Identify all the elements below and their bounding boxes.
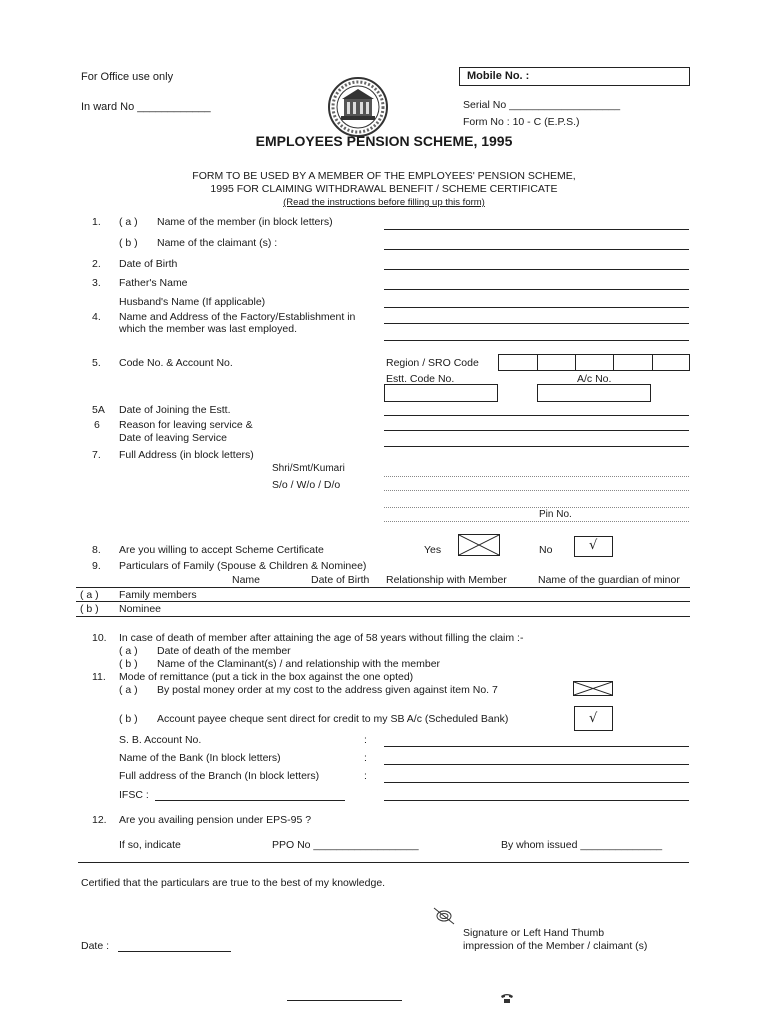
subtitle-line-1: FORM TO BE USED BY A MEMBER OF THE EMPLOYEES' PENSION SCHEME, — [192, 170, 576, 182]
family-members-row[interactable] — [76, 601, 690, 602]
family-table-top-rule — [76, 587, 690, 588]
family-a-label: ( a ) — [80, 589, 99, 601]
claimant-name-label: Name of the claimant (s) : — [157, 237, 278, 249]
signature-label-1: Signature or Left Hand Thumb — [463, 927, 605, 939]
epfo-logo — [323, 76, 393, 138]
bank-name-label: Name of the Bank (In block letters) — [119, 752, 281, 764]
form-title: EMPLOYEES PENSION SCHEME, 1995 — [255, 133, 513, 149]
nominee-label: Nominee — [119, 603, 162, 615]
region-code-boxes[interactable] — [498, 354, 690, 371]
no-label: No — [539, 544, 553, 556]
if-so-label: If so, indicate — [119, 839, 181, 851]
family-members-label: Family members — [119, 589, 197, 601]
shri-smt-label: Shri/Smt/Kumari — [272, 463, 345, 474]
ifsc-label: IFSC : — [119, 789, 149, 801]
address-line-4[interactable] — [384, 521, 689, 522]
ifsc-field[interactable] — [155, 800, 345, 801]
husband-name-field[interactable] — [384, 307, 689, 308]
address-line-1[interactable] — [384, 476, 689, 477]
thumb-impression-icon — [432, 905, 456, 927]
mobile-no-box[interactable] — [459, 67, 690, 86]
col-dob: Date of Birth — [311, 574, 370, 586]
postal-order-crossed-box[interactable] — [573, 681, 613, 696]
cross-mark-icon — [459, 535, 499, 555]
pin-no-label: Pin No. — [539, 509, 572, 520]
item-1-number: 1. — [92, 216, 101, 228]
instructions-note: (Read the instructions before filling up this form) — [283, 197, 485, 208]
tick-mark-icon: √ — [589, 538, 598, 553]
item-12-number: 12. — [92, 814, 107, 826]
leaving-date-field[interactable] — [384, 446, 689, 447]
family-b-label: ( b ) — [80, 603, 99, 615]
cheque-ticked-box[interactable] — [574, 706, 613, 731]
tick-mark-icon: √ — [589, 711, 598, 726]
member-name-label: Name of the member (in block letters) — [157, 216, 333, 228]
subtitle-line-2: 1995 FOR CLAIMING WITHDRAWAL BENEFIT / SCHEME CERTIFICATE — [210, 183, 558, 195]
nominee-row[interactable] — [76, 616, 690, 617]
form-no: Form No : 10 - C (E.P.S.) — [463, 116, 580, 128]
item-8-number: 8. — [92, 544, 101, 556]
joining-date-label: Date of Joining the Estt. — [119, 404, 231, 416]
item-7-number: 7. — [92, 449, 101, 461]
relation-label: S/o / W/o / D/o — [272, 479, 341, 491]
item-2-number: 2. — [92, 258, 101, 270]
leaving-reason-label-1: Reason for leaving service & — [119, 419, 253, 431]
signature-label-2: impression of the Member / claimant (s) — [463, 940, 648, 952]
cheque-label: Account payee cheque sent direct for credit to my SB A/c (Scheduled Bank) — [157, 713, 509, 725]
scheme-certificate-label: Are you willing to accept Scheme Certificate — [119, 544, 324, 556]
ppo-no-field[interactable]: PPO No __________________ — [272, 839, 419, 851]
ac-no-label: A/c No. — [577, 373, 612, 385]
claimant-relationship-label: Name of the Claminant(s) / and relationship with the member — [157, 658, 441, 670]
item-11b-label: ( b ) — [119, 713, 138, 725]
bottom-signature-line — [287, 1000, 402, 1001]
item-9-number: 9. — [92, 560, 101, 572]
item-3-number: 3. — [92, 277, 101, 289]
death-claim-label: In case of death of member after attaining the age of 58 years without filling the claim :- — [119, 632, 524, 644]
item-10a-label: ( a ) — [119, 645, 138, 657]
region-code-label: Region / SRO Code — [386, 357, 479, 369]
issued-by-field[interactable]: By whom issued ______________ — [501, 839, 663, 851]
dob-field[interactable] — [384, 269, 689, 270]
item-10b-label: ( b ) — [119, 658, 138, 670]
family-particulars-label: Particulars of Family (Spouse & Children & Nominee) — [119, 560, 367, 572]
establishment-field-1[interactable] — [384, 323, 689, 324]
item-1b-label: ( b ) — [119, 237, 138, 249]
ac-no-box[interactable] — [537, 384, 651, 402]
sb-colon: : — [364, 734, 367, 746]
item-5-number: 5. — [92, 357, 101, 369]
phone-icon — [500, 992, 514, 1004]
leaving-reason-label-2: Date of leaving Service — [119, 432, 227, 444]
branch-colon: : — [364, 770, 367, 782]
sb-account-field[interactable] — [384, 746, 689, 747]
husband-name-label: Husband's Name (If applicable) — [119, 296, 266, 308]
col-name: Name — [232, 574, 261, 586]
bank-colon: : — [364, 752, 367, 764]
postal-order-label: By postal money order at my cost to the address given against item No. 7 — [157, 684, 498, 696]
date-field[interactable] — [118, 951, 231, 952]
no-ticked-box[interactable] — [574, 536, 613, 557]
establishment-label-line-2: which the member was last employed. — [119, 323, 297, 335]
certification-text: Certified that the particulars are true to the best of my knowledge. — [81, 877, 386, 889]
death-date-label: Date of death of the member — [157, 645, 291, 657]
item-4-number: 4. — [92, 311, 101, 323]
inward-no-field[interactable]: In ward No ____________ — [81, 101, 211, 113]
office-use-label: For Office use only — [81, 71, 174, 83]
item-10-number: 10. — [92, 632, 107, 644]
dob-label: Date of Birth — [119, 258, 178, 270]
date-label: Date : — [81, 940, 110, 952]
address-line-2[interactable] — [384, 490, 689, 491]
col-guardian: Name of the guardian of minor — [538, 574, 680, 586]
item-1a-label: ( a ) — [119, 216, 138, 228]
joining-date-field[interactable] — [384, 415, 689, 416]
leaving-reason-field[interactable] — [384, 430, 689, 431]
remittance-mode-label: Mode of remittance (put a tick in the box against the one opted) — [119, 671, 414, 683]
eps-pension-label: Are you availing pension under EPS-95 ? — [119, 814, 312, 826]
father-name-label: Father's Name — [119, 277, 188, 289]
col-relationship: Relationship with Member — [386, 574, 507, 586]
branch-address-field-2[interactable] — [384, 800, 689, 801]
estt-code-label: Estt. Code No. — [386, 373, 455, 385]
branch-address-label: Full address of the Branch (In block letters) — [119, 770, 320, 782]
item-11a-label: ( a ) — [119, 684, 138, 696]
section-divider — [78, 862, 689, 863]
item-6-number: 6 — [94, 419, 100, 431]
member-name-field[interactable] — [384, 229, 689, 230]
yes-crossed-box[interactable] — [458, 534, 500, 556]
establishment-label-line-1: Name and Address of the Factory/Establishment in — [119, 311, 356, 323]
establishment-field-2[interactable] — [384, 340, 689, 341]
item-5a-number: 5A — [92, 404, 105, 416]
address-line-3[interactable] — [384, 507, 689, 508]
cross-mark-icon — [574, 682, 612, 695]
mobile-no-label: Mobile No. : — [467, 70, 530, 82]
branch-address-field[interactable] — [384, 782, 689, 783]
serial-no-field[interactable]: Serial No ___________________ — [463, 99, 621, 111]
father-name-field[interactable] — [384, 289, 689, 290]
bank-name-field[interactable] — [384, 764, 689, 765]
code-account-label: Code No. & Account No. — [119, 357, 233, 369]
estt-code-box[interactable] — [384, 384, 498, 402]
full-address-label: Full Address (in block letters) — [119, 449, 254, 461]
claimant-name-field[interactable] — [384, 249, 689, 250]
yes-label: Yes — [424, 544, 442, 556]
item-11-number: 11. — [92, 671, 106, 683]
sb-account-label: S. B. Account No. — [119, 734, 202, 746]
